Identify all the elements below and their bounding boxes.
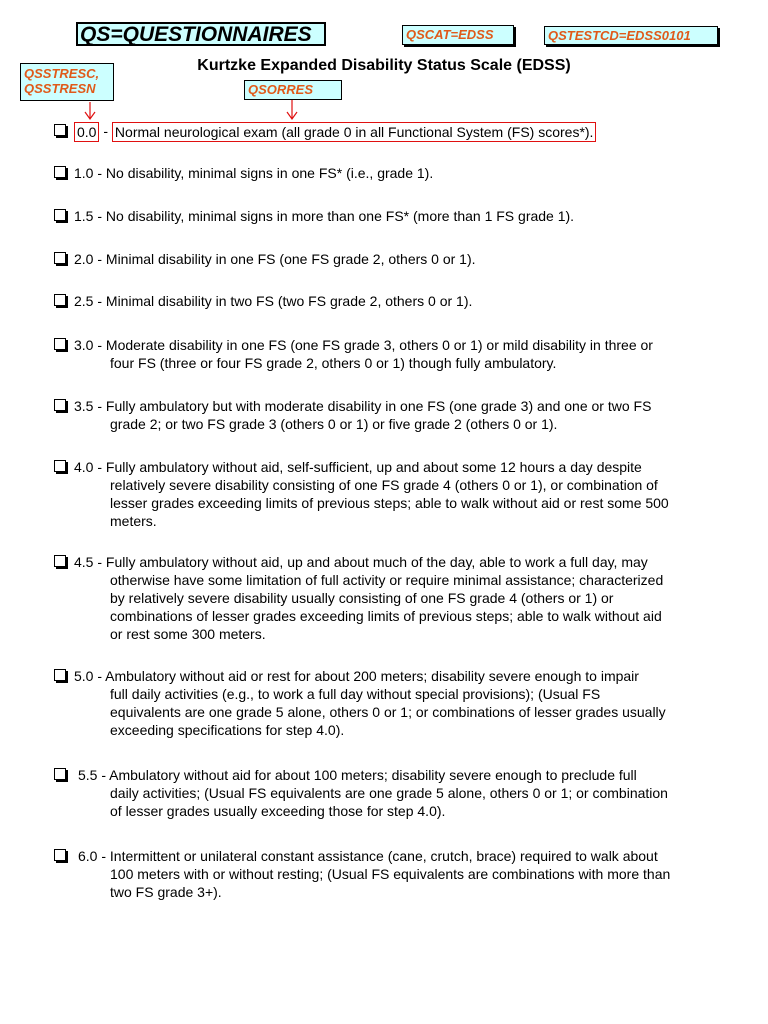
- option-text-continued: 100 meters with or without resting; (Usual FS equivalents are combinations with more than: [110, 866, 671, 882]
- option-text-continued: four FS (three or four FS grade 2, others 0 or 1) though fully ambulatory.: [110, 355, 557, 371]
- score-value: 0.0: [74, 122, 99, 142]
- option-text-continued: combinations of lesser grades exceeding limits of previous steps; able to walk without aid: [110, 608, 662, 624]
- qsstresn-text: QSSTRESN: [24, 81, 96, 96]
- checkbox[interactable]: [54, 124, 66, 136]
- option-text-continued: meters.: [110, 513, 157, 529]
- edss-option-0-0: [54, 122, 734, 142]
- option-text: 3.5 - Fully ambulatory but with moderate disability in one FS (one grade 3) and one or two FS: [74, 398, 652, 414]
- score-separator: -: [99, 123, 112, 139]
- option-text: 6.0 - Intermittent or unilateral constant assistance (cane, crutch, brace) required to walk about: [78, 848, 658, 864]
- option-text: 2.5 - Minimal disability in two FS (two FS grade 2, others 0 or 1).: [74, 293, 473, 309]
- edss-option-6-0: [54, 847, 734, 901]
- edss-option-4-0: [54, 458, 734, 530]
- checkbox[interactable]: [54, 399, 66, 411]
- score-description: Normal neurological exam (all grade 0 in all Functional System (FS) scores*).: [112, 122, 597, 142]
- edss-option-1-5: [54, 207, 734, 225]
- option-text-continued: by relatively severe disability usually consisting of one FS grade 4 (others or 1) or: [110, 590, 614, 606]
- edss-option-2-5: [54, 292, 734, 310]
- option-text-continued: grade 2; or two FS grade 3 (others 0 or 1) or five grade 2 (others 0 or 1).: [110, 416, 558, 432]
- edss-option-5-5: [54, 766, 734, 820]
- option-text-continued: lesser grades exceeding limits of previous steps; able to walk without aid or rest some 500: [110, 495, 669, 511]
- checkbox[interactable]: [54, 166, 66, 178]
- checkbox[interactable]: [54, 338, 66, 350]
- option-text: 3.0 - Moderate disability in one FS (one FS grade 3, others 0 or 1) or mild disability in three or: [74, 337, 653, 353]
- domain-label: QS=QUESTIONNAIRES: [76, 22, 326, 46]
- checkbox[interactable]: [54, 555, 66, 567]
- option-text: 4.5 - Fully ambulatory without aid, up and about much of the day, able to work a full day, may: [74, 554, 648, 570]
- option-text-continued: of lesser grades usually exceeding those for step 4.0).: [110, 803, 446, 819]
- checkbox[interactable]: [54, 252, 66, 264]
- edss-option-1-0: [54, 164, 734, 182]
- option-text-continued: full daily activities (e.g., to work a full day without special provisions); (Usual FS: [110, 686, 601, 702]
- checkbox[interactable]: [54, 294, 66, 306]
- edss-option-4-5: [54, 553, 734, 643]
- qsstresc-text: QSSTRESC,: [24, 66, 100, 81]
- option-text: 2.0 - Minimal disability in one FS (one FS grade 2, others 0 or 1).: [74, 251, 476, 267]
- checkbox[interactable]: [54, 460, 66, 472]
- option-text: 4.0 - Fully ambulatory without aid, self-sufficient, up and about some 12 hours a day despite: [74, 459, 642, 475]
- option-text: 5.0 - Ambulatory without aid or rest for about 200 meters; disability severe enough to impair: [74, 668, 639, 684]
- checkbox[interactable]: [54, 669, 66, 681]
- checkbox[interactable]: [54, 849, 66, 861]
- option-text-continued: daily activities; (Usual FS equivalents are one grade 5 alone, others 0 or 1; or combination: [110, 785, 668, 801]
- option-text-continued: two FS grade 3+).: [110, 884, 222, 900]
- option-text-continued: relatively severe disability consisting of one FS grade 4 (others 0 or 1), or combination of: [110, 477, 658, 493]
- checkbox[interactable]: [54, 209, 66, 221]
- edss-option-3-5: [54, 397, 734, 433]
- page-title: Kurtzke Expanded Disability Status Scale (EDSS): [197, 57, 571, 74]
- option-text: 5.5 - Ambulatory without aid for about 100 meters; disability severe enough to preclude full: [78, 767, 637, 783]
- option-text: 1.0 - No disability, minimal signs in one FS* (i.e., grade 1).: [74, 165, 434, 181]
- option-text-continued: equivalents are one grade 5 alone, others 0 or 1; or combinations of lesser grades usually: [110, 704, 666, 720]
- option-text-continued: otherwise have some limitation of full activity or require minimal assistance; characterized: [110, 572, 664, 588]
- option-text-continued: or rest some 300 meters.: [110, 626, 266, 642]
- option-text: 1.5 - No disability, minimal signs in more than one FS* (more than 1 FS grade 1).: [74, 208, 575, 224]
- qscat-label: QSCAT=EDSS: [402, 25, 514, 45]
- edss-option-3-0: [54, 336, 734, 372]
- edss-option-5-0: [54, 667, 734, 739]
- checkbox[interactable]: [54, 768, 66, 780]
- qstestcd-label: QSTESTCD=EDSS0101: [544, 26, 718, 45]
- option-text-continued: exceeding specifications for step 4.0).: [110, 722, 345, 738]
- edss-option-2-0: [54, 250, 734, 268]
- qsorres-label: QSORRES: [244, 80, 342, 100]
